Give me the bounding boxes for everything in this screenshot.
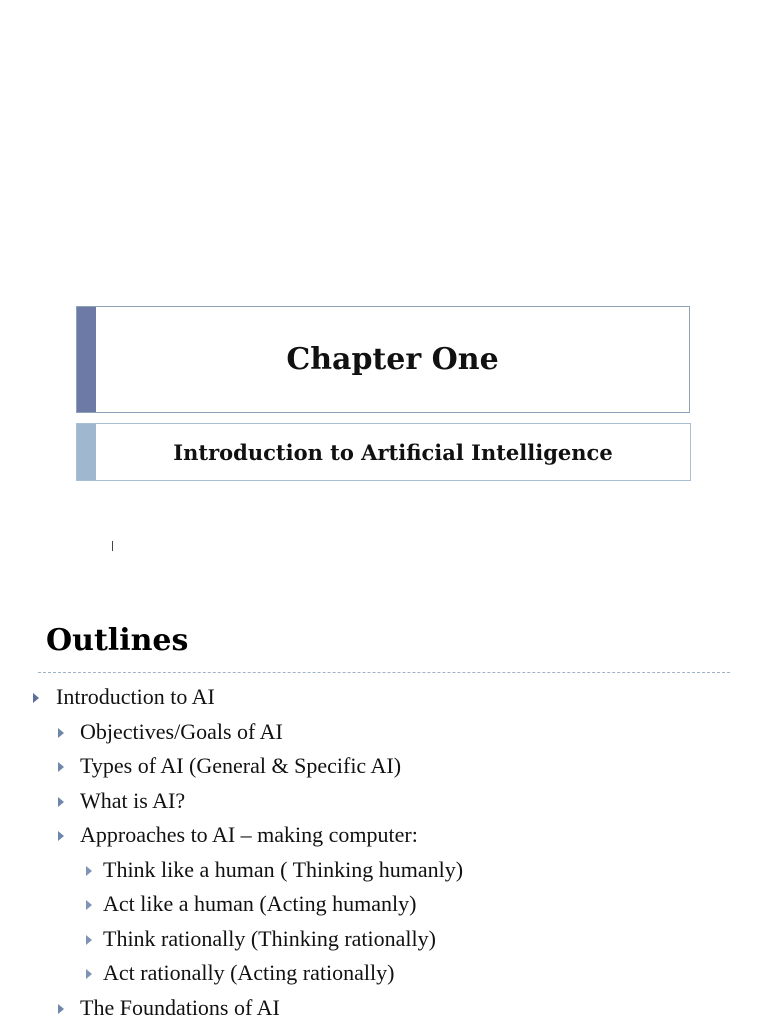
triangle-bullet-icon <box>58 762 64 772</box>
triangle-bullet-icon <box>58 797 64 807</box>
list-item-text: Types of AI (General & Specific AI) <box>80 753 402 778</box>
title-accent-bar <box>77 307 96 412</box>
triangle-bullet-icon <box>86 935 92 945</box>
list-item <box>0 818 768 853</box>
triangle-bullet-icon <box>58 1004 64 1014</box>
triangle-bullet-icon <box>33 693 39 703</box>
stray-mark <box>112 541 113 551</box>
list-item <box>0 680 768 715</box>
outline-list <box>0 680 768 1024</box>
list-item <box>0 956 768 991</box>
list-item-text: Act rationally (Acting rationally) <box>103 960 395 985</box>
list-item-text: Approaches to AI – making computer: <box>80 822 418 847</box>
outline-heading: Outlines <box>46 623 189 658</box>
list-item-text: Introduction to AI <box>56 684 215 709</box>
triangle-bullet-icon <box>58 728 64 738</box>
chapter-subtitle: Introduction to Artificial Intelligence <box>173 439 613 465</box>
list-item <box>0 887 768 922</box>
list-item-text: The Foundations of AI <box>80 994 280 1020</box>
list-item <box>0 853 768 888</box>
list-item <box>0 715 768 750</box>
list-item <box>0 749 768 784</box>
chapter-title-box <box>76 306 690 413</box>
triangle-bullet-icon <box>86 866 92 876</box>
chapter-title: Chapter One <box>286 342 499 377</box>
triangle-bullet-icon <box>58 831 64 841</box>
list-item-text: What is AI? <box>80 787 186 813</box>
list-item-text: Objectives/Goals of AI <box>80 718 283 744</box>
list-item <box>0 922 768 957</box>
list-item-text: Think like a human ( Thinking humanly) <box>103 856 464 882</box>
triangle-bullet-icon <box>86 900 92 910</box>
list-item-text: Act like a human (Acting humanly) <box>103 891 417 916</box>
list-item <box>0 991 768 1024</box>
outline-divider <box>38 672 730 673</box>
triangle-bullet-icon <box>86 969 92 979</box>
chapter-subtitle-box <box>76 423 691 481</box>
list-item-text: Think rationally (Thinking rationally) <box>103 925 436 951</box>
list-item <box>0 784 768 819</box>
subtitle-accent-bar <box>77 424 96 480</box>
